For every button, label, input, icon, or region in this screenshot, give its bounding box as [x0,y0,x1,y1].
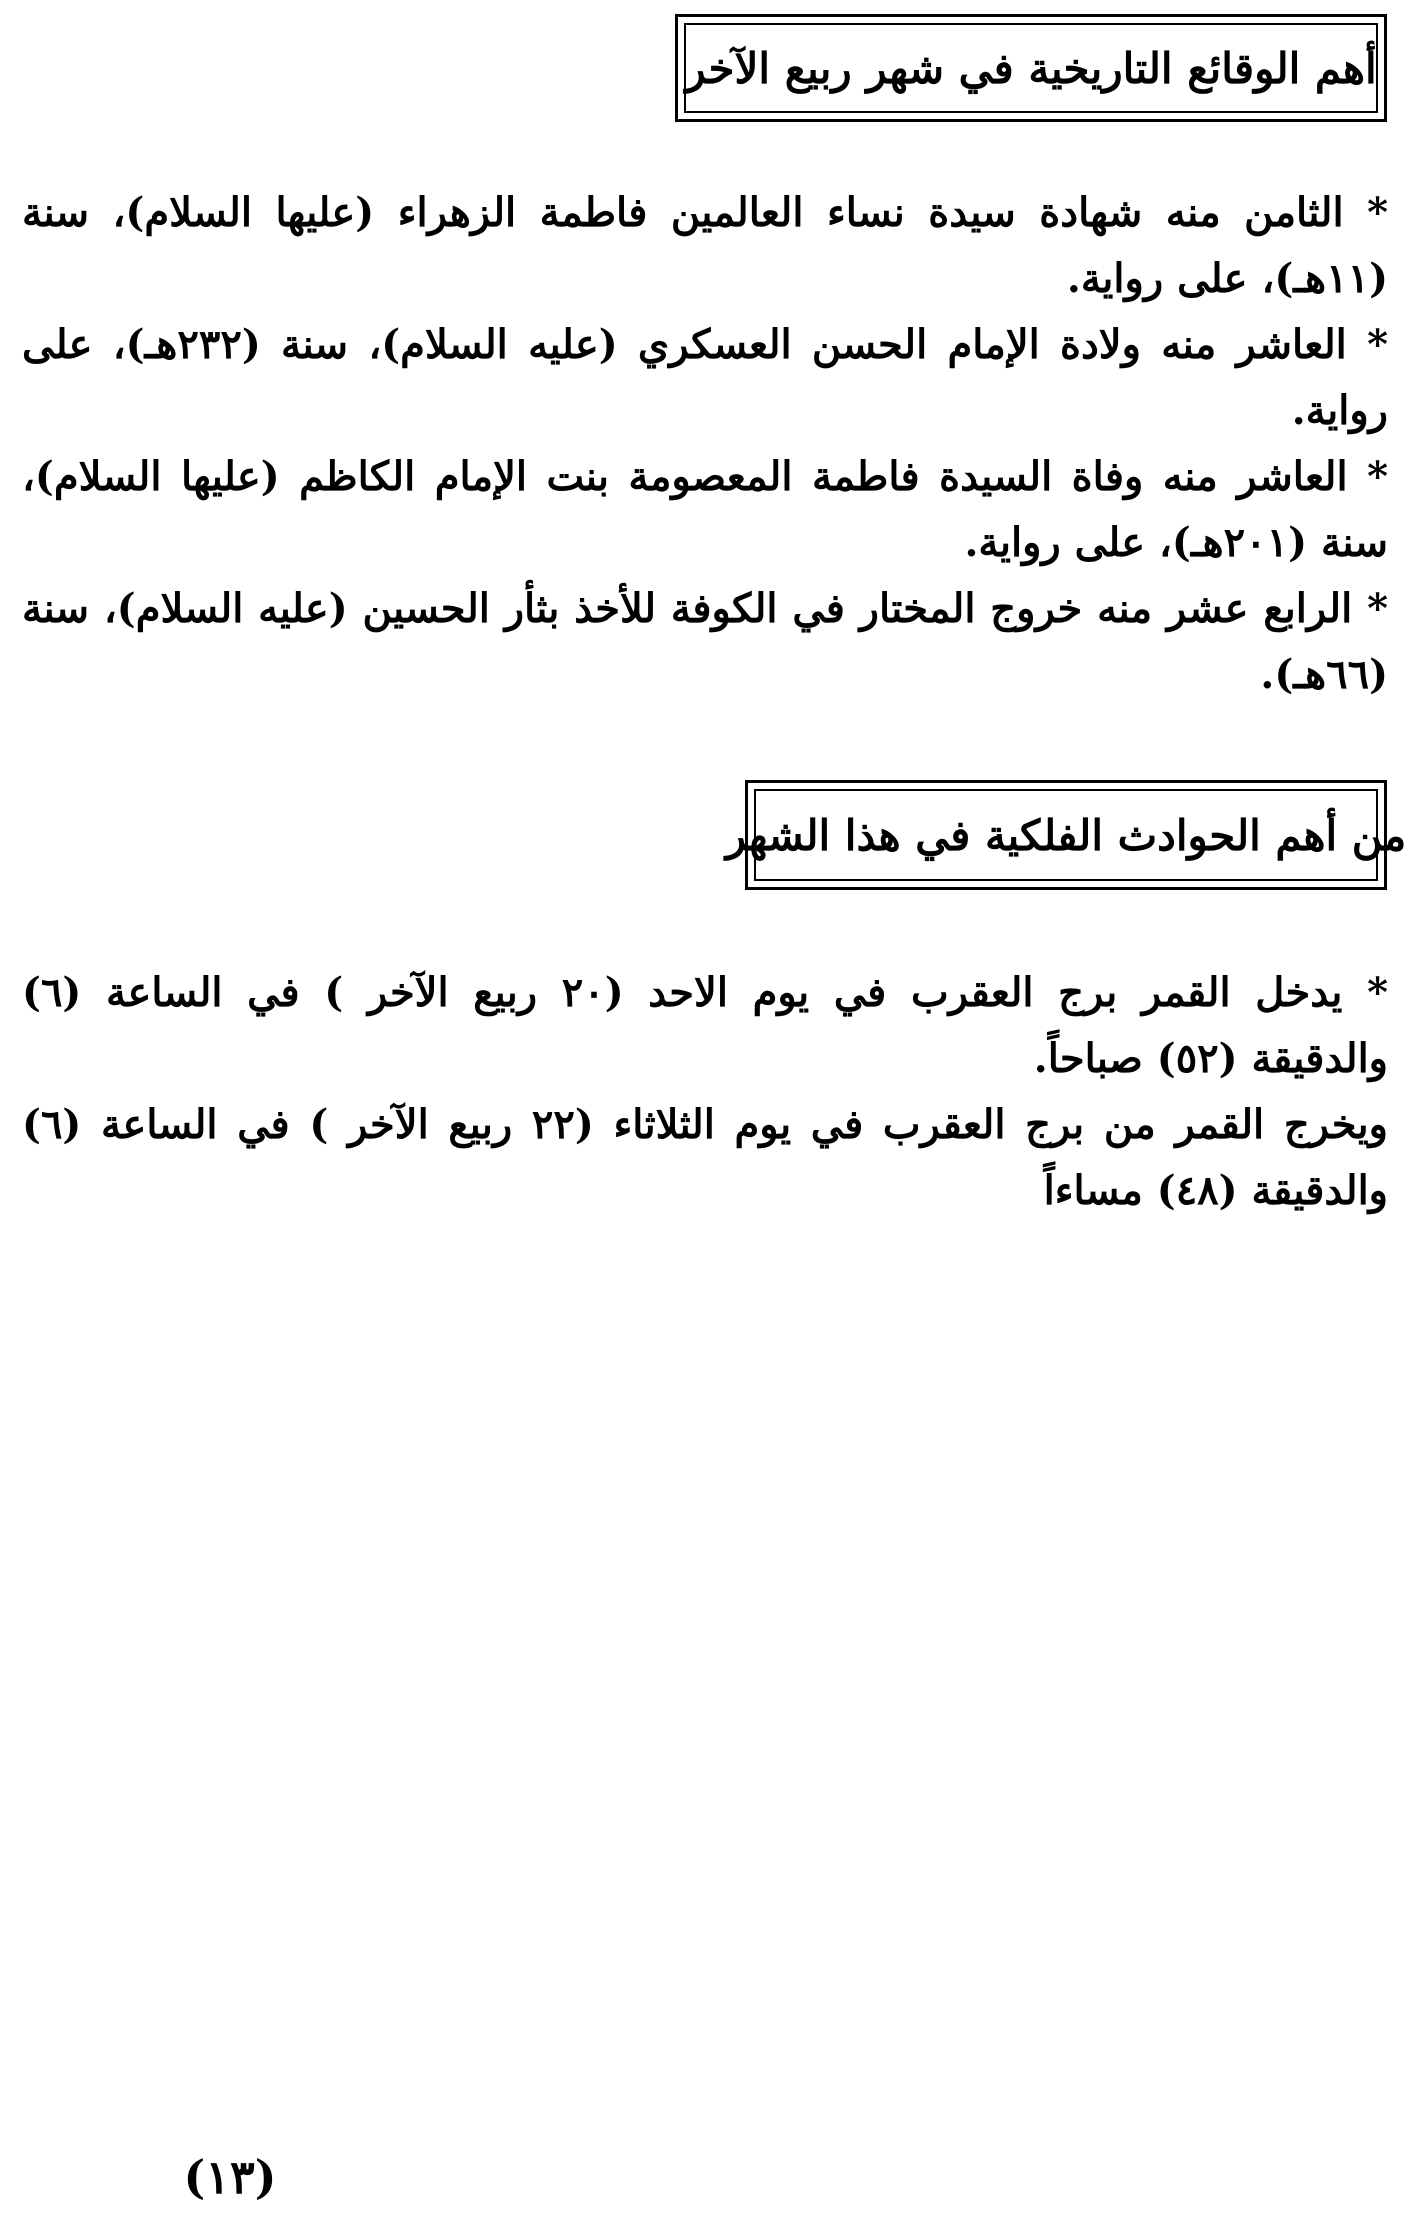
page-number: (١٣) [183,2150,277,2204]
event-item: * العاشر منه ولادة الإمام الحسن العسكري (عليه السلام)، سنة (٢٣٢هـ)، على رواية. [22,321,1388,434]
section-heading-astronomical-events: من أهم الحوادث الفلكية في هذا الشهر [754,789,1378,881]
astronomical-events-list [22,960,1388,1224]
astronomical-item: ويخرج القمر من برج العقرب في يوم الثلاثاء (٢٢ ربيع الآخر ) في الساعة (٦) والدقيقة (٤٨) مساءاً [22,1101,1388,1214]
event-item: * الرابع عشر منه خروج المختار في الكوفة للأخذ بثأر الحسين (عليه السلام)، سنة (٦٦هـ). [22,585,1388,698]
section-heading-box-astronomical-events [725,780,1407,890]
section-heading-historical-events: أهم الوقائع التاريخية في شهر ربيع الآخر [684,23,1378,113]
astronomical-item: * يدخل القمر برج العقرب في يوم الاحد (٢٠ ربيع الآخر ) في الساعة (٦) والدقيقة (٥٢) صباحاً. [22,969,1388,1082]
event-item: * الثامن منه شهادة سيدة نساء العالمين فاطمة الزهراء (عليها السلام)، سنة (١١هـ)، على رواية. [22,189,1388,302]
event-item: * العاشر منه وفاة السيدة فاطمة المعصومة بنت الإمام الكاظم (عليها السلام)، سنة (٢٠١هـ)، على رواية. [22,453,1388,566]
section-heading-box-historical-events [675,14,1387,122]
historical-events-list [22,180,1388,708]
